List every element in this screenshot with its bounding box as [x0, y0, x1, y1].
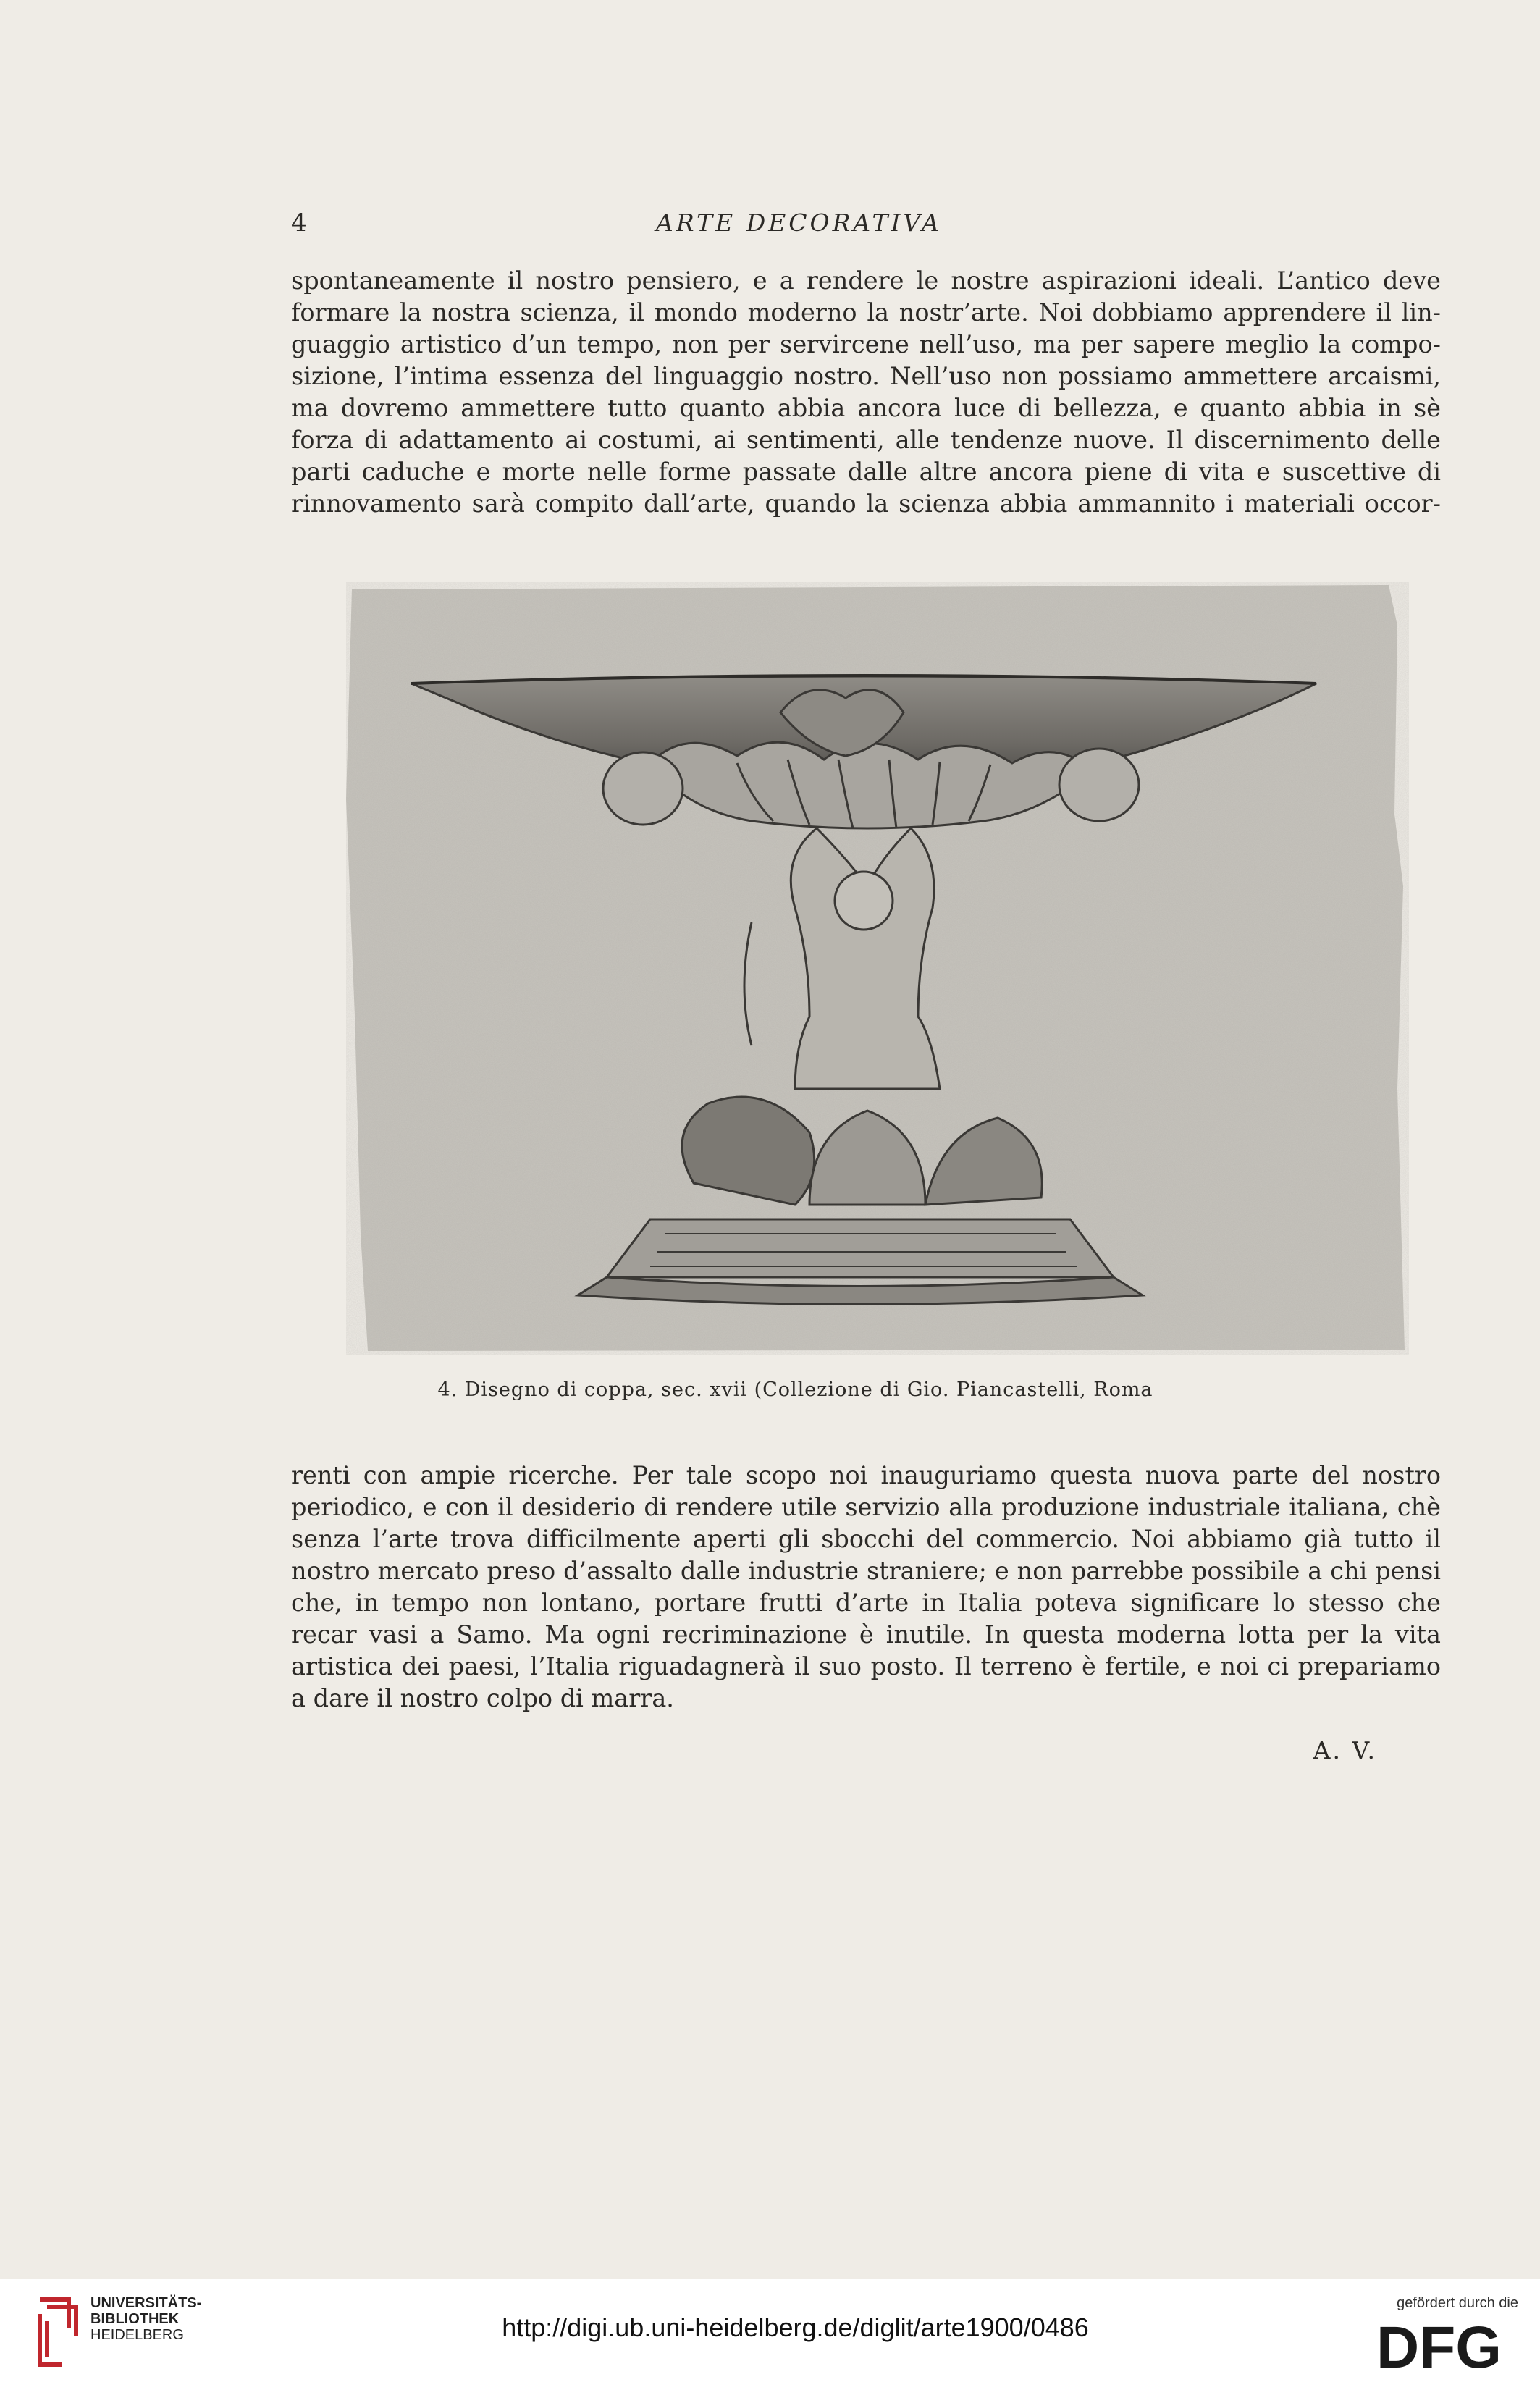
text-line: periodico, e con il desiderio di rendere utile servizio alla produzione industriale italiana, chè: [291, 1493, 1441, 1521]
text-line: che, in tempo non lontano, portare frutti d’arte in Italia poteva significare lo stesso che: [291, 1589, 1441, 1617]
text-line: renti con ampie ricerche. Per tale scopo noi inauguriamo questa nuova parte del nostro: [291, 1461, 1441, 1489]
author-signature: A. V.: [1313, 1736, 1377, 1764]
digitization-footer: [0, 2279, 1540, 2390]
figure-caption: 4. Disegno di coppa, sec. xvii (Collezione di Gio. Piancastelli, Roma: [437, 1379, 1153, 1401]
library-name-line: HEIDELBERG: [91, 2327, 184, 2343]
dfg-logo-text: DFG: [1376, 2320, 1502, 2373]
text-line: sizione, l’intima essenza del linguaggio nostro. Nell’uso non possiamo ammettere arcaismi,: [291, 362, 1441, 390]
library-name-line: BIBLIOTHEK: [91, 2311, 180, 2327]
text-line: parti caduche e morte nelle forme passate dalle altre ancora piene di vita e suscettive di: [291, 458, 1441, 486]
dfg-logo-icon: [1376, 2320, 1518, 2373]
cup-drawing-illustration: [346, 582, 1409, 1355]
paragraph-2: [291, 1460, 1441, 1714]
text-line: forza di adattamento ai costumi, ai sentimenti, alle tendenze nuove. Il discernimento delle: [291, 426, 1441, 454]
text-line: spontaneamente il nostro pensiero, e a rendere le nostre aspirazioni ideali. L’antico deve: [291, 266, 1441, 295]
text-line: senza l’arte trova difficilmente aperti gli sbocchi del commercio. Noi abbiamo già tutto il: [291, 1525, 1441, 1553]
text-line: a dare il nostro colpo di marra.: [291, 1684, 674, 1712]
paragraph-1: [291, 265, 1441, 520]
text-line: rinnovamento sarà compito dall’arte, quando la scienza abbia ammannito i materiali occor-: [291, 489, 1441, 518]
permalink-url[interactable]: http://digi.ub.uni-heidelberg.de/diglit/arte1900/0486: [502, 2313, 1089, 2342]
running-title: ARTE DECORATIVA: [656, 209, 942, 237]
text-line: artistica dei paesi, l’Italia riguadagnerà il suo posto. Il terreno è fertile, e noi ci prepariamo: [291, 1652, 1441, 1680]
text-line: recar vasi a Samo. Ma ogni recriminazione è inutile. In questa moderna lotta per la vita: [291, 1620, 1441, 1649]
text-line: guaggio artistico d’un tempo, non per servircene nell’uso, ma per sapere meglio la compo-: [291, 330, 1441, 358]
page-number: 4: [291, 209, 308, 237]
sponsor-text: gefördert durch die: [1397, 2295, 1518, 2311]
text-line: ma dovremo ammettere tutto quanto abbia ancora luce di bellezza, e quanto abbia in sè: [291, 394, 1441, 422]
text-line: nostro mercato preso d’assalto dalle industrie straniere; e non parrebbe possibile a chi pensi: [291, 1557, 1441, 1585]
library-name-line: UNIVERSITÄTS-: [91, 2295, 202, 2311]
text-line: formare la nostra scienza, il mondo moderno la nostr’arte. Noi dobbiamo apprendere il lin-: [291, 298, 1441, 327]
cup-drawing-figure: [346, 582, 1409, 1355]
